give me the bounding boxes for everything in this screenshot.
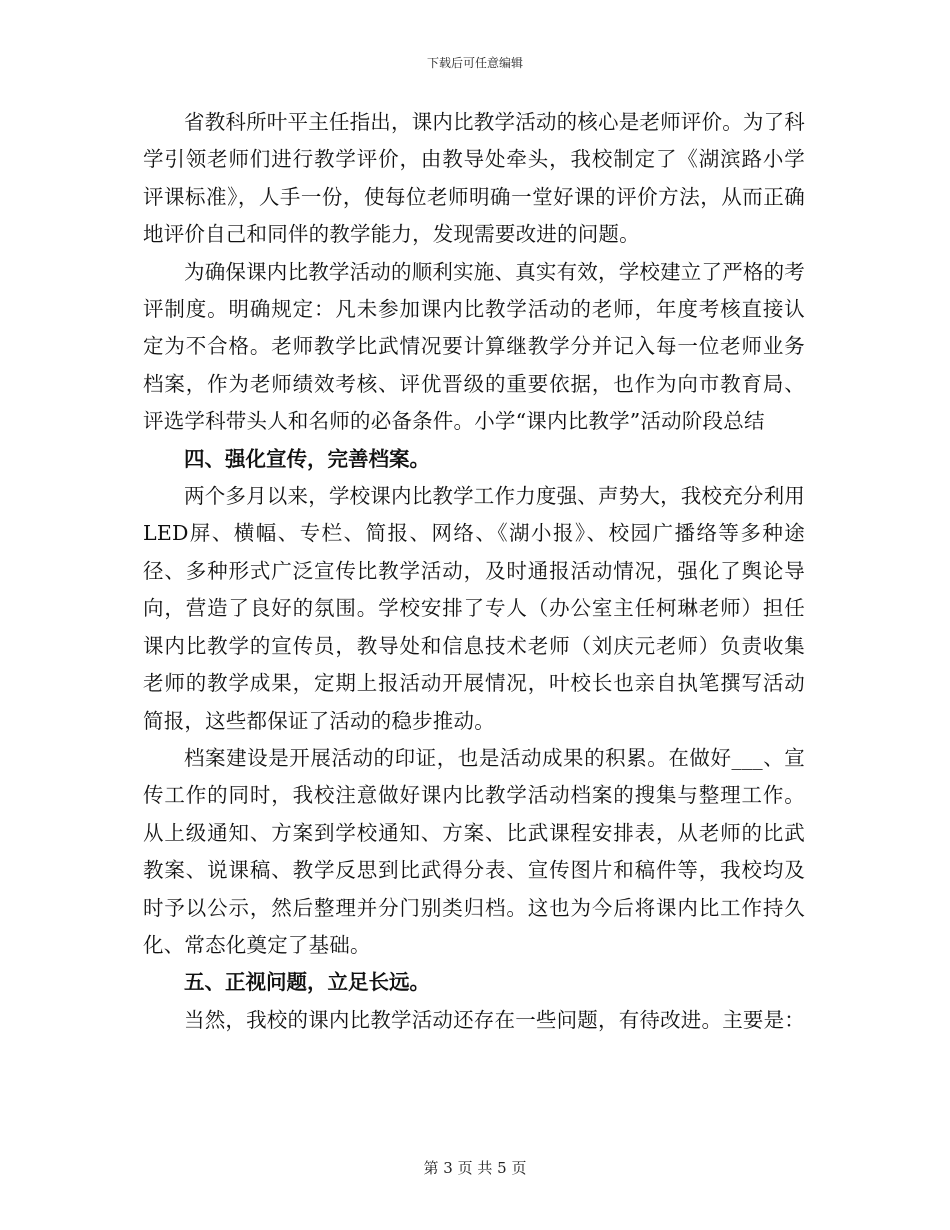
paragraph-problems: 当然，我校的课内比教学活动还存在一些问题，有待改进。主要是： — [184, 1007, 805, 1032]
paragraph-publicity: 两个多月以来，学校课内比教学工作力度强、声势大，我校充分利用LED屏、横幅、专栏、简报、网络、《湖小报》、校园广播络等多种途径、多种形式广泛宣传比教学活动，及时通报活动情况，强化了舆论导向，营造了良好的氛围。学校安排了专人（办公室主任柯琳老师）担任课内比教学的宣传员，教导处和信息技术老师（刘庆元老师）负责收集老师的教学成果，定期上报活动开展情况，叶校长也亲自执笔撰写活动简报，这些都保证了活动的稳步推动。 — [143, 484, 805, 733]
document-body — [143, 104, 805, 1039]
section-heading-5: 五、正视问题，立足长远。 — [184, 970, 430, 995]
paragraph-assessment-system: 为确保课内比教学活动的顺利实施、真实有效，学校建立了严格的考评制度。明确规定：凡未参加课内比教学活动的老师，年度考核直接认定为不合格。老师教学比武情况要计算继教学分并记入每一位老师业务档案，作为老师绩效考核、评优晋级的重要依据，也作为向市教育局、评选学科带头人和名师的必备条件。小学“课内比教学”活动阶段总结 — [143, 259, 805, 434]
paragraph-evaluation-standard: 省教科所叶平主任指出，课内比教学活动的核心是老师评价。为了科学引领老师们进行教学评价，由教导处牵头，我校制定了《湖滨路小学评课标准》，人手一份，使每位老师明确一堂好课的评价方法，从而正确地评价自己和同伴的教学能力，发现需要改进的问题。 — [143, 110, 805, 247]
section-heading-4: 四、强化宣传，完善档案。 — [184, 446, 430, 471]
paragraph-archives: 档案建设是开展活动的印证，也是活动成果的积累。在做好___、宣传工作的同时，我校注意做好课内比教学活动档案的搜集与整理工作。从上级通知、方案到学校通知、方案、比武课程安排表，从老师的比武教案、说课稿、教学反思到比武得分表、宣传图片和稿件等，我校均及时予以公示，然后整理并分门别类归档。这也为今后将课内比工作持久化、常态化奠定了基础。 — [143, 745, 805, 957]
page-number: 第 3 页 共 5 页 — [423, 1159, 527, 1177]
page-header: 下载后可任意编辑 — [426, 56, 523, 70]
